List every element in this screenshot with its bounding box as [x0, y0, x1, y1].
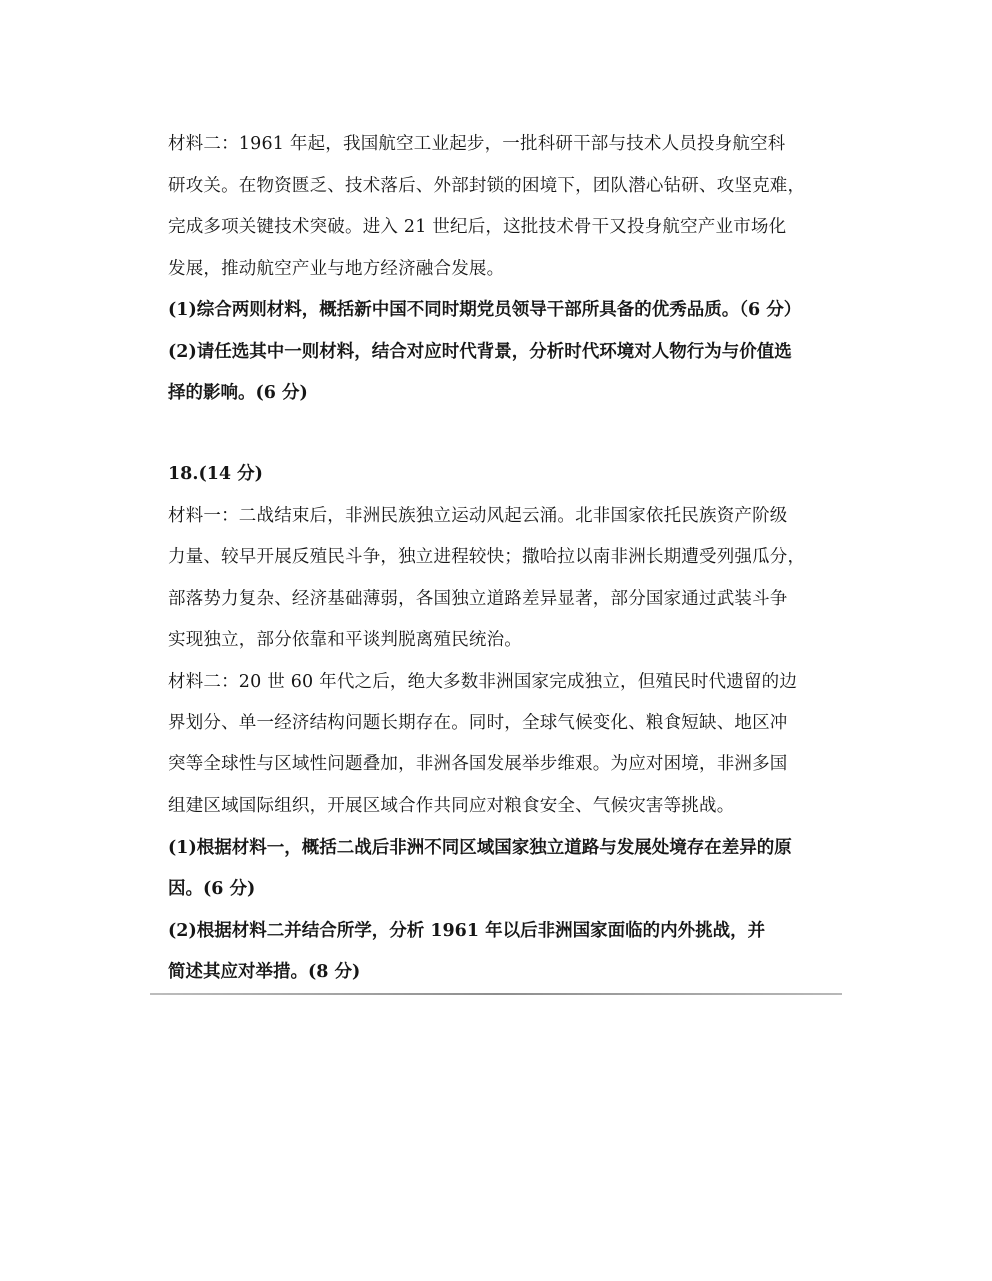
- q17-material2-line-3: 完成多项关键技术突破。进入 21 世纪后，这批技术骨干又投身航空产业市场化: [168, 217, 787, 237]
- q17-material2-line-2: 研攻关。在物资匮乏、技术落后、外部封锁的困境下，团队潜心钻研、攻坚克难，: [168, 176, 806, 196]
- q18-subquestion-1-line-2: 因。(6 分): [168, 879, 256, 899]
- q17-material2-line-1: 材料二：1961 年起，我国航空工业起步，一批科研干部与技术人员投身航空科: [168, 134, 786, 154]
- q18-material1-line-4: 实现独立，部分依靠和平谈判脱离殖民统治。: [168, 630, 522, 650]
- q18-subquestion-1-line-1: (1)根据材料一，概括二战后非洲不同区域国家独立道路与发展处境存在差异的原: [168, 838, 792, 858]
- q17-subquestion-2-line-1: (2)请任选其中一则材料，结合对应时代背景，分析时代环境对人物行为与价值选: [168, 342, 792, 362]
- q18-subquestion-2-line-2: 简述其应对举措。(8 分): [168, 962, 361, 982]
- q18-material2-line-4: 组建区域国际组织，开展区域合作共同应对粮食安全、气候灾害等挑战。: [168, 796, 735, 816]
- q18-material1-line-1: 材料一：二战结束后，非洲民族独立运动风起云涌。北非国家依托民族资产阶级: [168, 506, 788, 526]
- question-18-heading: 18.(14 分): [168, 464, 263, 484]
- q18-material1-line-2: 力量、较早开展反殖民斗争，独立进程较快；撒哈拉以南非洲长期遭受列强瓜分，: [168, 547, 806, 567]
- q18-material2-line-2: 界划分、单一经济结构问题长期存在。同时，全球气候变化、粮食短缺、地区冲: [168, 713, 788, 733]
- q18-material1-line-3: 部落势力复杂、经济基础薄弱，各国独立道路差异显著，部分国家通过武装斗争: [168, 589, 788, 609]
- q17-subquestion-2-line-2: 择的影响。(6 分): [168, 383, 308, 403]
- q17-subquestion-1: (1)综合两则材料，概括新中国不同时期党员领导干部所具备的优秀品质。（6 分）: [168, 300, 802, 320]
- q17-material2-line-4: 发展，推动航空产业与地方经济融合发展。: [168, 259, 505, 279]
- scanned-exam-sheet: [150, 95, 842, 997]
- q18-material2-line-1: 材料二：20 世 60 年代之后，绝大多数非洲国家完成独立，但殖民时代遗留的边: [168, 672, 798, 692]
- q18-material2-line-3: 突等全球性与区域性问题叠加，非洲各国发展举步维艰。为应对困境，非洲多国: [168, 754, 788, 774]
- scan-bottom-edge: [150, 993, 842, 995]
- q18-subquestion-2-line-1: (2)根据材料二并结合所学，分析 1961 年以后非洲国家面临的内外挑战，并: [168, 921, 766, 941]
